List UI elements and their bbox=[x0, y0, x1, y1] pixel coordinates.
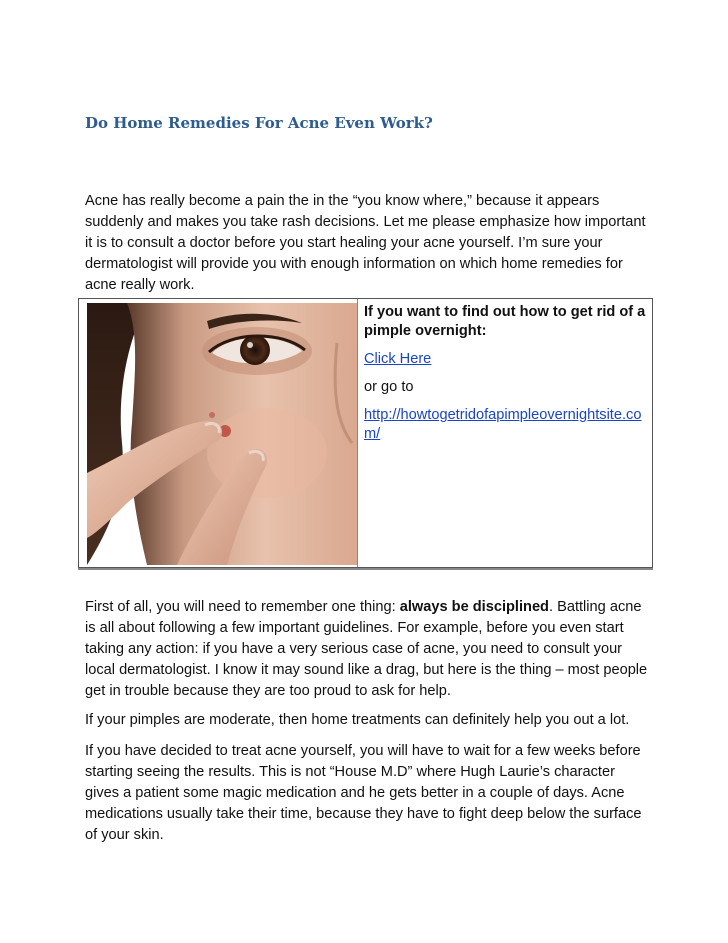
discipline-text-before: First of all, you will need to remember one thing: bbox=[85, 599, 400, 615]
page-title: Do Home Remedies For Acne Even Work? bbox=[85, 114, 433, 132]
callout-heading: If you want to find out how to get rid of a pimple overnight: bbox=[364, 304, 646, 339]
intro-paragraph: Acne has really become a pain the in the “you know where,” because it appears suddenly and makes you take rash decisions. Let me please emphasize how important it is to consult a doctor before you start healing your acne yourself. I’m sure your dermatologist will provide you with enough information on which home remedies for acne really work. bbox=[85, 193, 646, 293]
discipline-text-after: . Battling acne is all about following a few important guidelines. For example, before you even start taking any action: if you have a very serious case of acne, you need to consult your local dermatologist. I know it may sound like a drag, but here is the thing – most people get in trouble because they are too proud to ask for help. bbox=[85, 599, 648, 699]
callout-text bbox=[364, 303, 649, 453]
moderate-pimples-paragraph: If your pimples are moderate, then home treatments can definitely help you out a lot. bbox=[85, 712, 630, 728]
treatment-wait-paragraph: If you have decided to treat acne yourself, you will have to wait for a few weeks before starting seeing the results. This is not “House M.D” where Hugh Laurie’s character gives a patient some magic medication and he gets better in a couple of days. Acne medications usually take their time, because they have to fight deep below the surface of your skin. bbox=[85, 743, 642, 843]
or-go-to-text: or go to bbox=[364, 379, 414, 395]
callout-table bbox=[78, 298, 653, 568]
acne-photo bbox=[87, 303, 357, 565]
discipline-emphasis: always be disciplined bbox=[399, 599, 549, 615]
table-divider bbox=[357, 299, 358, 567]
discipline-paragraph bbox=[85, 597, 650, 702]
click-here-link[interactable]: Click Here bbox=[364, 351, 432, 367]
site-url-link[interactable]: http://howtogetridofapimpleovernightsite.com/ bbox=[364, 407, 642, 442]
